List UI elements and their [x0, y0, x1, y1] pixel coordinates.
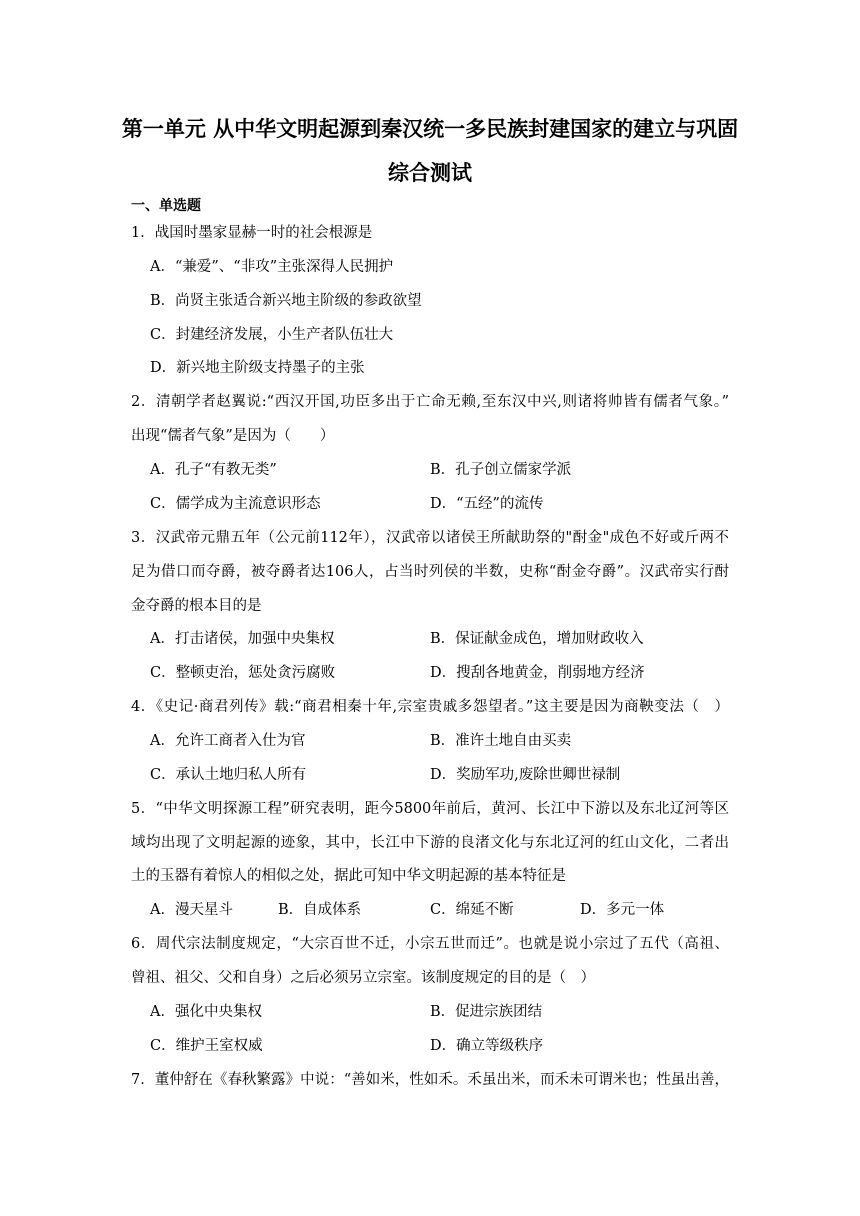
question-5-option-b[interactable]: B．自成体系 [278, 902, 362, 918]
question-2-option-c[interactable]: C．儒学成为主流意识形态 [150, 496, 321, 512]
question-4-option-a[interactable]: A．允许工商者入仕为官 [150, 733, 306, 749]
question-5-option-d[interactable]: D．多元一体 [580, 902, 665, 918]
question-1-option-d[interactable]: D．新兴地主阶级支持墨子的主张 [150, 360, 365, 376]
question-5-stem-line-3: 土的玉器有着惊人的相似之处，据此可知中华文明起源的基本特征是 [131, 868, 566, 884]
question-6-option-d[interactable]: D．确立等级秩序 [430, 1038, 544, 1054]
question-4-stem: 4．《史记·商君列传》载:“商君相秦十年,宗室贵戚多怨望者。”这主要是因为商鞅变法（ ） [131, 699, 729, 715]
question-2-option-d[interactable]: D．“五经”的流传 [430, 496, 544, 512]
document-subtitle: 综合测试 [388, 161, 472, 185]
question-1-option-a[interactable]: A．“兼爱”、“非攻”主张深得人民拥护 [150, 259, 394, 275]
question-2-stem-line-1: 2．清朝学者赵翼说:“西汉开国,功臣多出于亡命无赖,至东汉中兴,则诸将帅皆有儒者气象。” [131, 394, 729, 410]
question-6-stem-line-1: 6．周代宗法制度规定，“大宗百世不迁，小宗五世而迁”。也就是说小宗过了五代（高祖、 [131, 936, 729, 952]
question-3-option-c[interactable]: C．整顿吏治，惩处贪污腐败 [150, 665, 336, 681]
question-1-stem: 1．战国时墨家显赫一时的社会根源是 [131, 225, 373, 241]
question-1-option-c[interactable]: C．封建经济发展，小生产者队伍壮大 [150, 327, 394, 343]
question-4-option-d[interactable]: D．奖励军功,废除世卿世禄制 [430, 767, 621, 783]
question-6-option-a[interactable]: A．强化中央集权 [150, 1004, 262, 1020]
question-2-option-b[interactable]: B．孔子创立儒家学派 [430, 462, 572, 478]
question-5-stem-line-2: 域均出现了文明起源的迹象，其中，长江中下游的良渚文化与东北辽河的红山文化，二者出 [131, 835, 729, 851]
section-heading: 一、单选题 [131, 198, 201, 214]
question-4-option-c[interactable]: C．承认土地归私人所有 [150, 767, 307, 783]
question-3-stem-line-1: 3．汉武帝元鼎五年（公元前112年），汉武帝以诸侯王所献助祭的"酎金"成色不好或斤两不 [131, 530, 729, 546]
document-title: 第一单元 从中华文明起源到秦汉统一多民族封建国家的建立与巩固 [121, 117, 739, 141]
question-2-option-a[interactable]: A．孔子“有教无类” [150, 462, 277, 478]
question-3-stem-line-2: 足为借口而夺爵，被夺爵者达106人，占当时列侯的半数，史称“酎金夺爵”。汉武帝实行酎 [131, 564, 729, 580]
question-5-stem-line-1: 5．“中华文明探源工程”研究表明，距今5800年前后，黄河、长江中下游以及东北辽河等区 [131, 801, 729, 817]
question-6-option-b[interactable]: B．促进宗族团结 [430, 1004, 543, 1020]
question-6-option-c[interactable]: C．维护王室权威 [150, 1038, 263, 1054]
question-5-option-c[interactable]: C．绵延不断 [430, 902, 514, 918]
question-7-stem: 7．董仲舒在《春秋繁露》中说：“善如米，性如禾。禾虽出米，而禾未可谓米也；性虽出善， [131, 1072, 729, 1088]
question-3-option-b[interactable]: B．保证献金成色，增加财政收入 [430, 631, 644, 647]
question-5-option-a[interactable]: A．漫天星斗 [150, 902, 233, 918]
question-3-option-d[interactable]: D．搜刮各地黄金，削弱地方经济 [430, 665, 645, 681]
question-2-stem-line-2: 出现“儒者气象”是因为（ ） [131, 428, 335, 444]
question-3-option-a[interactable]: A．打击诸侯，加强中央集权 [150, 631, 335, 647]
question-6-stem-line-2: 曾祖、祖父、父和自身）之后必须另立宗室。该制度规定的目的是（ ） [131, 970, 595, 986]
question-3-stem-line-3: 金夺爵的根本目的是 [131, 598, 262, 614]
question-1-option-b[interactable]: B．尚贤主张适合新兴地主阶级的参政欲望 [150, 293, 422, 309]
question-4-option-b[interactable]: B．准许土地自由买卖 [430, 733, 572, 749]
